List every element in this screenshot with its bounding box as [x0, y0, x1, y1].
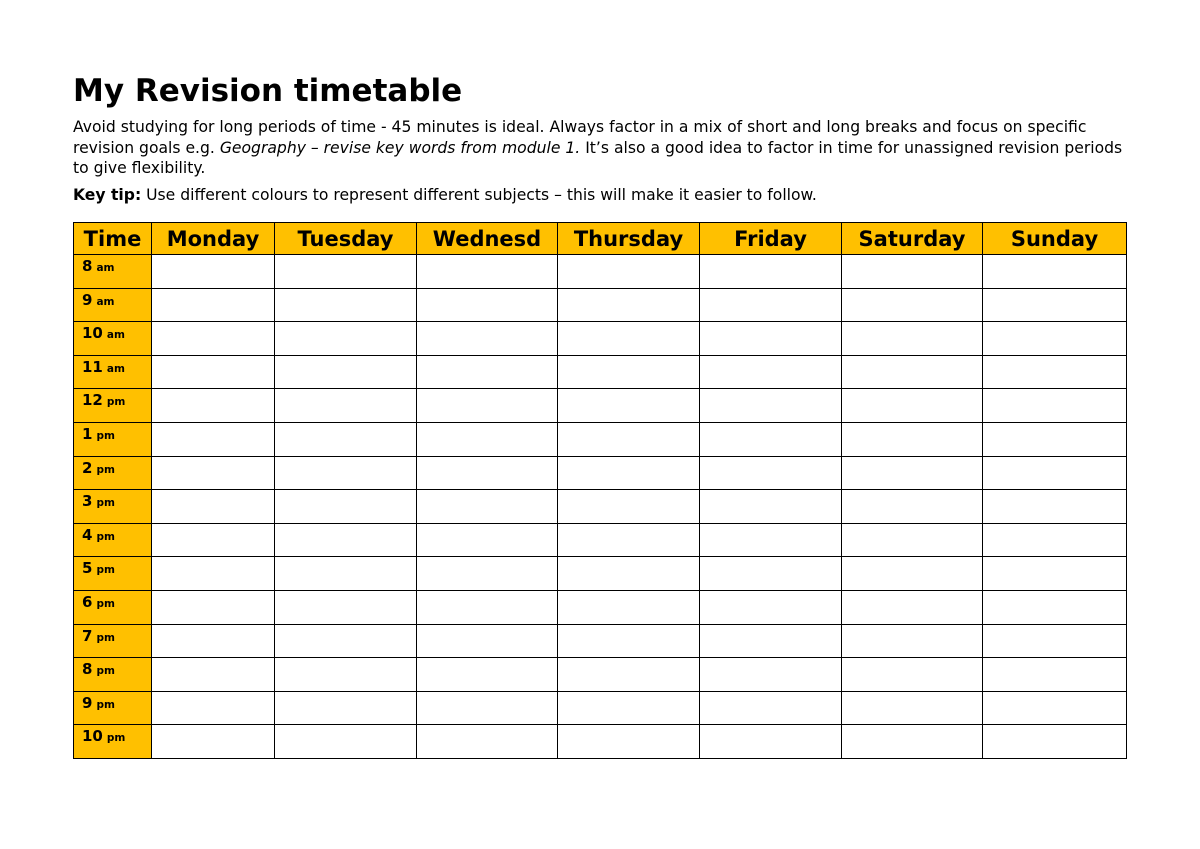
slot-tuesday[interactable] [275, 422, 417, 456]
slot-thursday[interactable] [558, 422, 700, 456]
time-hour: 5 [82, 559, 93, 578]
slot-wednesday[interactable] [417, 523, 558, 557]
time-suffix: am [106, 362, 125, 375]
slot-wednesday[interactable] [417, 456, 558, 490]
header-tuesday: Tuesday [275, 223, 417, 255]
slot-sunday[interactable] [983, 490, 1127, 524]
header-wednesday: Wednesd [417, 223, 558, 255]
slot-wednesday[interactable] [417, 624, 558, 658]
slot-saturday[interactable] [842, 658, 983, 692]
slot-wednesday[interactable] [417, 725, 558, 759]
time-hour: 8 [82, 257, 93, 275]
slot-sunday[interactable] [983, 422, 1127, 456]
slot-monday[interactable] [152, 523, 275, 557]
time-hour: 8 [82, 660, 93, 679]
slot-thursday[interactable] [558, 288, 700, 322]
slot-saturday[interactable] [842, 490, 983, 524]
time-hour: 10 [82, 324, 103, 343]
slot-monday[interactable] [152, 389, 275, 423]
slot-saturday[interactable] [842, 590, 983, 624]
page-title: My Revision timetable [73, 73, 463, 109]
slot-tuesday[interactable] [275, 725, 417, 759]
time-suffix: am [106, 329, 125, 342]
time-suffix: am [96, 295, 115, 308]
slot-sunday[interactable] [983, 523, 1127, 557]
slot-friday[interactable] [700, 624, 842, 658]
table-row [74, 288, 1127, 322]
time-suffix: pm [96, 497, 115, 510]
time-hour: 9 [82, 290, 93, 309]
slot-thursday[interactable] [558, 389, 700, 423]
intro-text: Avoid studying for long periods of time - 45 minutes is ideal. Always factor in a mix of short and long breaks and focus on specific revision goals e.g. [73, 118, 1087, 157]
slot-saturday[interactable] [842, 691, 983, 725]
slot-friday[interactable] [700, 523, 842, 557]
slot-monday[interactable] [152, 355, 275, 389]
slot-thursday[interactable] [558, 322, 700, 356]
slot-saturday[interactable] [842, 725, 983, 759]
header-sunday: Sunday [983, 223, 1127, 255]
slot-friday[interactable] [700, 557, 842, 591]
time-cell [74, 658, 152, 692]
table-row [74, 725, 1127, 759]
slot-monday[interactable] [152, 322, 275, 356]
slot-sunday[interactable] [983, 456, 1127, 490]
header-friday: Friday [700, 223, 842, 255]
time-hour: 6 [82, 592, 93, 611]
slot-monday[interactable] [152, 288, 275, 322]
table-row [74, 523, 1127, 557]
slot-friday[interactable] [700, 255, 842, 289]
slot-monday[interactable] [152, 255, 275, 289]
slot-saturday[interactable] [842, 355, 983, 389]
slot-thursday[interactable] [558, 355, 700, 389]
slot-friday[interactable] [700, 422, 842, 456]
time-cell [74, 490, 152, 524]
time-suffix: pm [96, 597, 115, 610]
slot-tuesday[interactable] [275, 322, 417, 356]
time-cell [74, 389, 152, 423]
slot-saturday[interactable] [842, 624, 983, 658]
slot-sunday[interactable] [983, 288, 1127, 322]
table-row [74, 691, 1127, 725]
slot-friday[interactable] [700, 389, 842, 423]
time-cell [74, 355, 152, 389]
time-cell [74, 523, 152, 557]
slot-tuesday[interactable] [275, 658, 417, 692]
time-cell [74, 691, 152, 725]
slot-wednesday[interactable] [417, 557, 558, 591]
time-suffix: am [96, 262, 115, 274]
slot-friday[interactable] [700, 691, 842, 725]
slot-wednesday[interactable] [417, 422, 558, 456]
slot-saturday[interactable] [842, 288, 983, 322]
slot-sunday[interactable] [983, 624, 1127, 658]
slot-wednesday[interactable] [417, 691, 558, 725]
slot-sunday[interactable] [983, 658, 1127, 692]
slot-sunday[interactable] [983, 322, 1127, 356]
time-hour: 9 [82, 693, 93, 712]
slot-sunday[interactable] [983, 355, 1127, 389]
slot-friday[interactable] [700, 658, 842, 692]
time-suffix: pm [96, 698, 115, 711]
time-suffix: pm [96, 665, 115, 678]
time-suffix: pm [96, 564, 115, 577]
slot-saturday[interactable] [842, 389, 983, 423]
time-hour: 1 [82, 424, 93, 443]
time-cell [74, 456, 152, 490]
slot-wednesday[interactable] [417, 288, 558, 322]
table-row [74, 557, 1127, 591]
time-cell [74, 725, 152, 759]
time-hour: 4 [82, 525, 93, 544]
slot-saturday[interactable] [842, 557, 983, 591]
slot-tuesday[interactable] [275, 255, 417, 289]
slot-sunday[interactable] [983, 725, 1127, 759]
slot-sunday[interactable] [983, 389, 1127, 423]
slot-friday[interactable] [700, 288, 842, 322]
intro-text-continued: It’s also a good idea to factor in time for unassigned revision periods to give flexibility. [73, 138, 1123, 177]
table-row [74, 590, 1127, 624]
slot-friday[interactable] [700, 490, 842, 524]
table-row [74, 422, 1127, 456]
time-cell [74, 288, 152, 322]
slot-saturday[interactable] [842, 523, 983, 557]
table-row [74, 456, 1127, 490]
header-row [74, 223, 1127, 255]
slot-sunday[interactable] [983, 590, 1127, 624]
slot-saturday[interactable] [842, 322, 983, 356]
table-row [74, 255, 1127, 289]
slot-monday[interactable] [152, 658, 275, 692]
slot-sunday[interactable] [983, 691, 1127, 725]
slot-wednesday[interactable] [417, 389, 558, 423]
slot-tuesday[interactable] [275, 355, 417, 389]
time-hour: 3 [82, 492, 93, 511]
key-tip [73, 185, 1126, 206]
slot-wednesday[interactable] [417, 355, 558, 389]
slot-wednesday[interactable] [417, 322, 558, 356]
slot-monday[interactable] [152, 557, 275, 591]
time-hour: 2 [82, 458, 93, 477]
time-cell [74, 624, 152, 658]
slot-saturday[interactable] [842, 422, 983, 456]
table-row [74, 389, 1127, 423]
slot-friday[interactable] [700, 725, 842, 759]
slot-thursday[interactable] [558, 658, 700, 692]
slot-sunday[interactable] [983, 557, 1127, 591]
slot-thursday[interactable] [558, 523, 700, 557]
slot-tuesday[interactable] [275, 557, 417, 591]
slot-wednesday[interactable] [417, 255, 558, 289]
slot-thursday[interactable] [558, 624, 700, 658]
slot-tuesday[interactable] [275, 523, 417, 557]
slot-thursday[interactable] [558, 725, 700, 759]
time-suffix: pm [96, 530, 115, 543]
header-thursday: Thursday [558, 223, 700, 255]
time-cell [74, 422, 152, 456]
slot-friday[interactable] [700, 322, 842, 356]
document-page [73, 70, 1126, 205]
slot-friday[interactable] [700, 355, 842, 389]
time-suffix: pm [96, 631, 115, 644]
slot-monday[interactable] [152, 725, 275, 759]
slot-sunday[interactable] [983, 255, 1127, 289]
slot-wednesday[interactable] [417, 658, 558, 692]
time-suffix: pm [106, 396, 126, 409]
header-monday: Monday [152, 223, 275, 255]
slot-monday[interactable] [152, 422, 275, 456]
slot-monday[interactable] [152, 590, 275, 624]
slot-wednesday[interactable] [417, 490, 558, 524]
slot-monday[interactable] [152, 490, 275, 524]
time-cell [74, 255, 152, 289]
intro-example: Geography – revise key words from module 1. [219, 138, 581, 157]
time-cell [74, 322, 152, 356]
slot-thursday[interactable] [558, 691, 700, 725]
slot-tuesday[interactable] [275, 691, 417, 725]
slot-thursday[interactable] [558, 456, 700, 490]
table-row [74, 624, 1127, 658]
slot-wednesday[interactable] [417, 590, 558, 624]
table-row [74, 490, 1127, 524]
intro-paragraph [73, 117, 1123, 179]
slot-thursday[interactable] [558, 557, 700, 591]
timetable [73, 222, 1127, 759]
time-suffix: pm [96, 429, 115, 442]
slot-thursday[interactable] [558, 255, 700, 289]
time-suffix: pm [106, 732, 126, 745]
slot-monday[interactable] [152, 456, 275, 490]
time-hour: 7 [82, 626, 93, 645]
header-time: Time [74, 223, 152, 255]
slot-monday[interactable] [152, 624, 275, 658]
slot-monday[interactable] [152, 691, 275, 725]
slot-tuesday[interactable] [275, 389, 417, 423]
slot-saturday[interactable] [842, 255, 983, 289]
time-cell [74, 557, 152, 591]
time-cell [74, 590, 152, 624]
time-hour: 11 [82, 357, 103, 376]
slot-friday[interactable] [700, 456, 842, 490]
slot-tuesday[interactable] [275, 590, 417, 624]
slot-thursday[interactable] [558, 590, 700, 624]
key-tip-text: Use different colours to represent different subjects – this will make it easier to follow. [141, 185, 817, 204]
slot-thursday[interactable] [558, 490, 700, 524]
slot-tuesday[interactable] [275, 490, 417, 524]
table-row [74, 355, 1127, 389]
slot-saturday[interactable] [842, 456, 983, 490]
slot-tuesday[interactable] [275, 288, 417, 322]
time-suffix: pm [96, 463, 115, 476]
time-hour: 12 [82, 391, 103, 410]
key-tip-label: Key tip: [73, 185, 142, 204]
slot-tuesday[interactable] [275, 624, 417, 658]
time-hour: 10 [82, 727, 103, 746]
slot-friday[interactable] [700, 590, 842, 624]
table-row [74, 322, 1127, 356]
slot-tuesday[interactable] [275, 456, 417, 490]
table-row [74, 658, 1127, 692]
header-saturday: Saturday [842, 223, 983, 255]
